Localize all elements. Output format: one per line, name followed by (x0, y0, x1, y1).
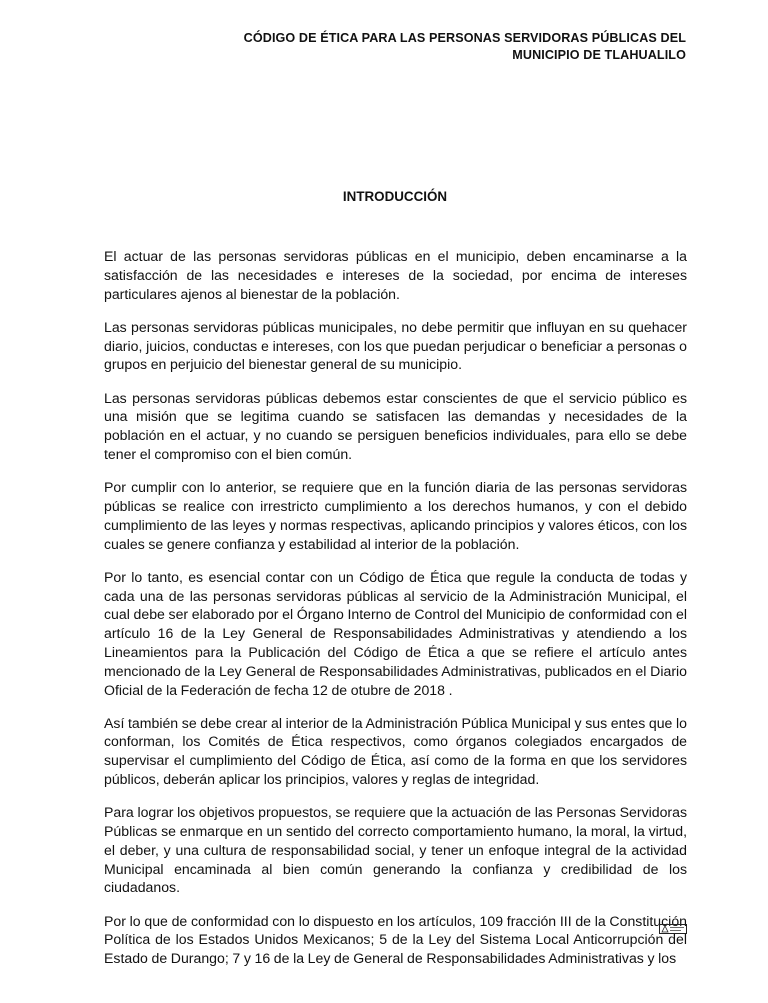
document-header (126, 30, 686, 64)
paragraph-6: Así también se debe crear al interior de la Administración Pública Municipal y sus entes que lo conforman, los Comités de Ética respectivos, como órganos colegiados encargados de supervisar el cumplimiento del Código de Ética, así como de la forma en que los servidores públicos, deberán aplicar los principios, valores y reglas de integridad. (104, 714, 687, 788)
paragraph-7: Para lograr los objetivos propuestos, se requiere que la actuación de las Personas Servidoras Públicas se enmarque en un sentido del correcto comportamiento humano, la moral, la virtud, el deber, y una cultura de responsabilidad social, y tener un enfoque integral de la actividad Municipal encaminada al bien común generando la confianza y credibilidad de los ciudadanos. (104, 804, 687, 896)
page-logo-icon (659, 921, 687, 931)
section-title: INTRODUCCIÓN (342, 189, 448, 204)
paragraph-4: Por cumplir con lo anterior, se requiere que en la función diaria de las personas servidoras públicas se realice con irrestricto cumplimiento a los derechos humanos, y con el debido cumplimiento de las leyes y normas respectivas, aplicando principios y valores éticos, con los cuales se genere confianza y estabilidad al interior de la población. (104, 479, 687, 552)
paragraph-2: Las personas servidoras públicas municipales, no debe permitir que influyan en su quehacer diario, juicios, conductas e intereses, con los que puedan perjudicar o beneficiar a personas o grupos en perjuicio del bienestar general de su municipio. (104, 318, 687, 373)
header-line-2: MUNICIPIO DE TLAHUALILO (512, 48, 686, 62)
paragraph-5: Por lo tanto, es esencial contar con un Código de Ética que regule la conducta de todas y cada una de las personas servidoras públicas al servicio de la Administración Municipal, el cual debe ser elaborado por el Órgano Interno de Control del Municipio de conformidad con el artículo 16 de la Ley General de Responsabilidades Administrativas y atendiendo a los Lineamientos para la Publicación del Código de Ética a que se refiere el artículo antes mencionado de la Ley General de Responsabilidades Administrativas, publicados en el Diario Oficial de la Federación de fecha 12 de otubre de 2018 . (104, 568, 687, 698)
paragraph-3: Las personas servidoras públicas debemos estar conscientes de que el servicio público es una misión que se legitima cuando se satisfacen las demandas y necesidades de la población en el actuar, y no cuando se persiguen beneficios individuales, para ello se debe tener el compromiso con el bien común. (104, 389, 687, 462)
paragraph-1: El actuar de las personas servidoras públicas en el municipio, deben encaminarse a la satisfacción de las necesidades e intereses de la sociedad, por encima de intereses particulares ajenos al bienestar de la población. (104, 248, 687, 302)
paragraph-8: Por lo que de conformidad con lo dispuesto en los artículos, 109 fracción III de la Constitución Política de los Estados Unidos Mexicanos; 5 de la Ley del Sistema Local Anticorrupción del Estado de Durango; 7 y 16 de la Ley de General de Responsabilidades Administrativas y los (104, 912, 687, 967)
header-line-1: CÓDIGO DE ÉTICA PARA LAS PERSONAS SERVIDORAS PÚBLICAS DEL (243, 31, 686, 45)
body-text (104, 247, 687, 982)
